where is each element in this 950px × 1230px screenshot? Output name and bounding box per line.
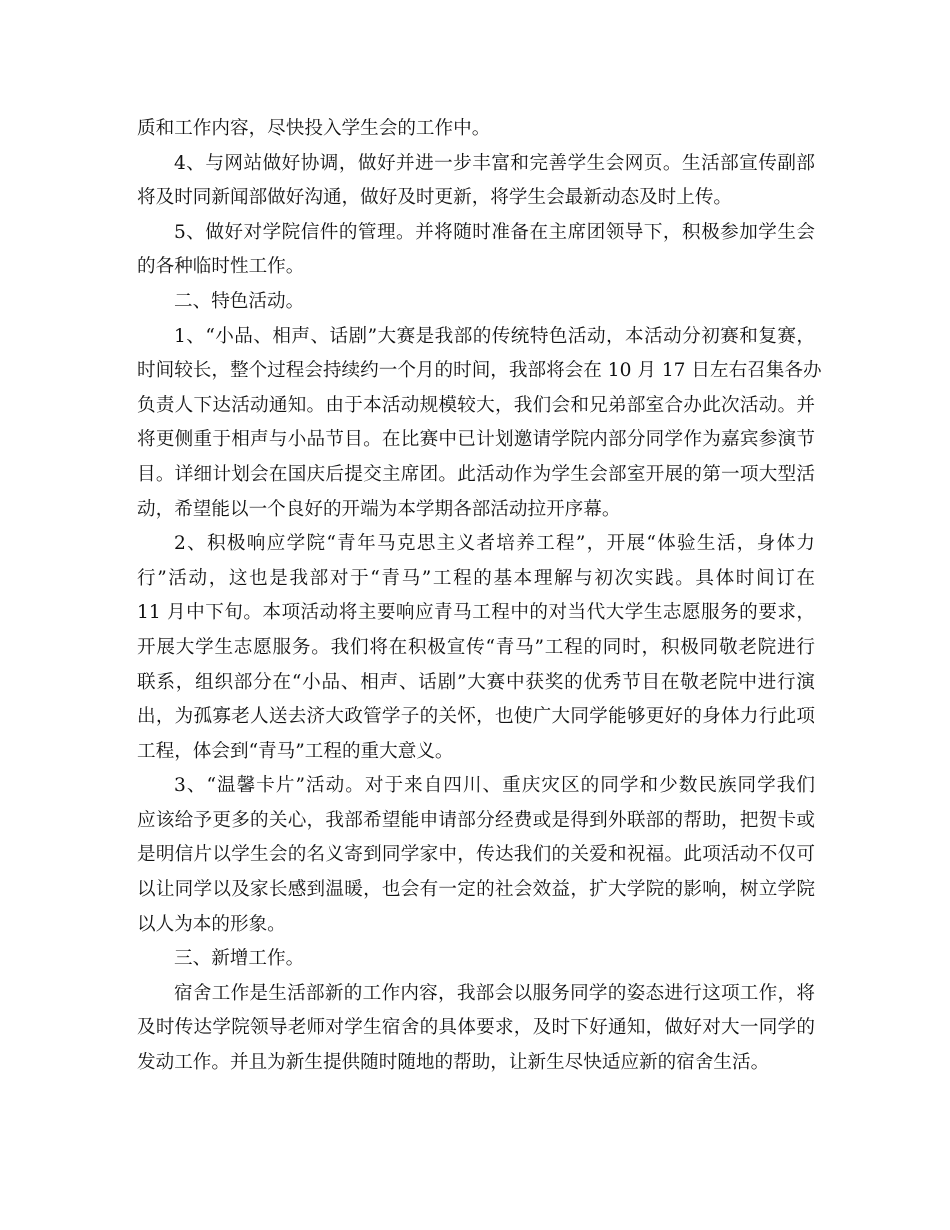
text-line: 时间较长，整个过程会持续约一个月的时间，我部将会在 10 月 17 日左右召集各办	[137, 360, 822, 382]
text-line: 3、“温馨卡片”活动。对于来自四川、重庆灾区的同学和少数民族同学我们	[174, 775, 815, 797]
text-line: 的各种临时性工作。	[137, 256, 305, 278]
text-line: 开展大学生志愿服务。我们将在积极宣传“青马”工程的同时，积极同敬老院进行	[137, 636, 815, 658]
text-line: 目。详细计划会在国庆后提交主席团。此活动作为学生会部室开展的第一项大型活	[137, 463, 815, 485]
text-line: 应该给予更多的关心，我部希望能申请部分经费或是得到外联部的帮助，把贺卡或	[137, 809, 815, 831]
text-line: 负责人下达活动通知。由于本活动规模较大，我们会和兄弟部室合办此次活动。并	[137, 394, 815, 416]
text-line: 是明信片以学生会的名义寄到同学家中，传达我们的关爱和祝福。此项活动不仅可	[137, 844, 815, 866]
text-line: 将及时同新闻部做好沟通，做好及时更新，将学生会最新动态及时上传。	[137, 187, 733, 209]
text-line: 动，希望能以一个良好的开端为本学期各部活动拉开序幕。	[137, 498, 621, 520]
text-line: 出，为孤寡老人送去济大政管学子的关怀，也使广大同学能够更好的身体力行此项	[137, 706, 815, 728]
text-line: 工程，体会到“青马”工程的重大意义。	[137, 740, 454, 762]
text-line: 将更侧重于相声与小品节目。在比赛中已计划邀请学院内部分同学作为嘉宾参演节	[137, 429, 815, 451]
text-line: 以人为本的形象。	[137, 913, 286, 935]
text-line: 5、做好对学院信件的管理。并将随时准备在主席团领导下，积极参加学生会	[174, 221, 815, 243]
text-line: 二、特色活动。	[174, 290, 305, 312]
text-line: 发动工作。并且为新生提供随时随地的帮助，让新生尽快适应新的宿舍生活。	[137, 1052, 770, 1074]
text-line: 宿舍工作是生活部新的工作内容，我部会以服务同学的姿态进行这项工作，将	[174, 982, 815, 1004]
text-line: 及时传达学院领导老师对学生宿舍的具体要求，及时下好通知，做好对大一同学的	[137, 1017, 815, 1039]
text-line: 联系，组织部分在“小品、相声、话剧”大赛中获奖的优秀节目在敬老院中进行演	[137, 671, 815, 693]
text-line: 行”活动，这也是我部对于“青马”工程的基本理解与初次实践。具体时间订在	[137, 567, 815, 589]
document-body	[137, 112, 822, 1081]
text-line: 2、积极响应学院“青年马克思主义者培养工程”，开展“体验生活，身体力	[174, 533, 815, 555]
text-line: 质和工作内容，尽快投入学生会的工作中。	[137, 118, 491, 139]
text-line: 11 月中下旬。本项活动将主要响应青马工程中的对当代大学生志愿服务的要求，	[137, 602, 815, 624]
text-line: 以让同学以及家长感到温暖，也会有一定的社会效益，扩大学院的影响，树立学院	[137, 879, 815, 901]
text-line: 4、与网站做好协调，做好并进一步丰富和完善学生会网页。生活部宣传副部	[174, 152, 815, 174]
text-line: 1、“小品、相声、话剧”大赛是我部的传统特色活动，本活动分初赛和复赛，	[174, 325, 815, 347]
text-line: 三、新增工作。	[174, 948, 305, 970]
